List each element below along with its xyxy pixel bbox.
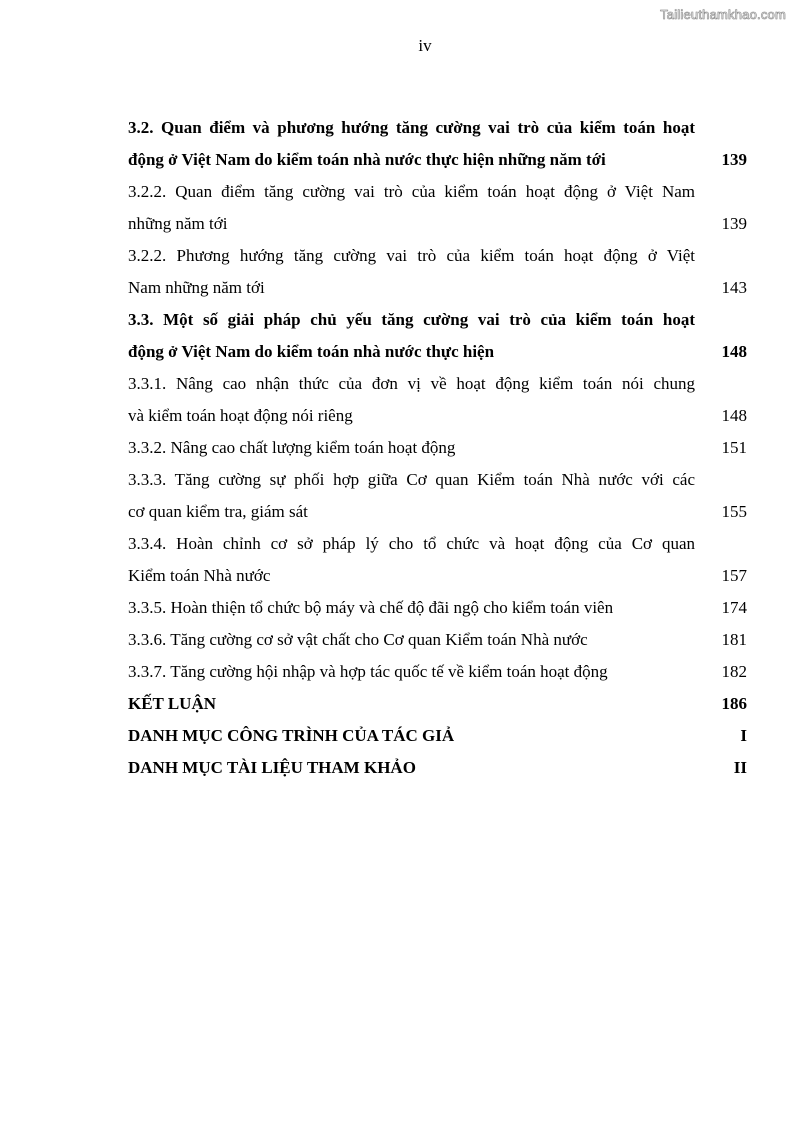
toc-entry-title: DANH MỤC CÔNG TRÌNH CỦA TÁC GIẢ xyxy=(128,726,455,745)
toc-entry xyxy=(128,656,747,688)
toc-entry-page: 143 xyxy=(721,278,747,297)
toc-entry-title: 3.3.2. Nâng cao chất lượng kiểm toán hoạt động xyxy=(128,438,456,457)
toc-entry xyxy=(128,272,747,304)
toc-entry xyxy=(128,688,747,720)
toc-entry xyxy=(128,464,747,496)
toc-entry-title: 3.3.5. Hoàn thiện tổ chức bộ máy và chế độ đãi ngộ cho kiểm toán viên xyxy=(128,598,614,617)
toc-entry xyxy=(128,400,747,432)
toc-entry-title: 3.2. Quan điểm và phương hướng tăng cường vai trò của kiểm toán hoạt xyxy=(128,118,695,137)
toc-entry xyxy=(128,592,747,624)
toc-entry-title: 3.3.3. Tăng cường sự phối hợp giữa Cơ quan Kiểm toán Nhà nước với các xyxy=(128,470,695,489)
page-number: iv xyxy=(418,36,432,55)
toc-entry xyxy=(128,112,747,144)
toc-entry-page: II xyxy=(733,758,747,777)
toc-entry-title: 3.2.2. Quan điểm tăng cường vai trò của kiểm toán hoạt động ở Việt Nam xyxy=(128,182,695,201)
toc-entry xyxy=(128,176,747,208)
toc-entry xyxy=(128,208,747,240)
toc-entry-page: 148 xyxy=(721,342,747,361)
toc-entry-title: 3.2.2. Phương hướng tăng cường vai trò của kiểm toán hoạt động ở Việt xyxy=(128,246,695,265)
toc-entry xyxy=(128,496,747,528)
toc-entry-page: 157 xyxy=(721,566,747,585)
toc-entry-title: động ở Việt Nam do kiểm toán nhà nước thực hiện những năm tới xyxy=(128,150,606,169)
toc-entry-title: những năm tới xyxy=(128,214,228,233)
toc-entry-page: 139 xyxy=(721,150,747,169)
table-of-contents xyxy=(128,112,747,784)
watermark: Tailieuthamkhao.com xyxy=(660,7,786,22)
toc-entry xyxy=(128,624,747,656)
toc-entry xyxy=(128,144,747,176)
toc-entry-title: 3.3. Một số giải pháp chủ yếu tăng cường vai trò của kiểm toán hoạt xyxy=(128,310,695,329)
toc-entry xyxy=(128,720,747,752)
toc-entry-page: 155 xyxy=(721,502,747,521)
toc-entry-page: 182 xyxy=(721,662,747,681)
toc-entry xyxy=(128,528,747,560)
toc-entry xyxy=(128,752,747,784)
toc-entry-title: động ở Việt Nam do kiểm toán nhà nước thực hiện xyxy=(128,342,495,361)
toc-entry-title: và kiểm toán hoạt động nói riêng xyxy=(128,406,353,425)
toc-entry-page: 181 xyxy=(721,630,747,649)
toc-entry-page: 186 xyxy=(721,694,747,713)
toc-entry-page: 148 xyxy=(721,406,747,425)
toc-entry-page: 174 xyxy=(721,598,747,617)
toc-entry-title: 3.3.1. Nâng cao nhận thức của đơn vị về hoạt động kiểm toán nói chung xyxy=(128,374,695,393)
toc-entry-title: 3.3.6. Tăng cường cơ sở vật chất cho Cơ quan Kiểm toán Nhà nước xyxy=(128,630,588,649)
toc-entry xyxy=(128,240,747,272)
toc-entry xyxy=(128,304,747,336)
toc-entry-title: KẾT LUẬN xyxy=(128,694,217,713)
toc-entry-title: Nam những năm tới xyxy=(128,278,265,297)
toc-entry xyxy=(128,336,747,368)
toc-entry-title: 3.3.7. Tăng cường hội nhập và hợp tác quốc tế về kiểm toán hoạt động xyxy=(128,662,608,681)
toc-entry-page: 151 xyxy=(721,438,747,457)
toc-entry-title: DANH MỤC TÀI LIỆU THAM KHẢO xyxy=(128,758,416,777)
toc-entry xyxy=(128,560,747,592)
toc-entry xyxy=(128,432,747,464)
toc-entry xyxy=(128,368,747,400)
toc-entry-title: 3.3.4. Hoàn chỉnh cơ sở pháp lý cho tổ chức và hoạt động của Cơ quan xyxy=(128,534,695,553)
toc-entry-page: I xyxy=(740,726,747,745)
toc-entry-title: Kiểm toán Nhà nước xyxy=(128,566,271,585)
toc-entry-title: cơ quan kiểm tra, giám sát xyxy=(128,502,308,521)
toc-entry-page: 139 xyxy=(721,214,747,233)
